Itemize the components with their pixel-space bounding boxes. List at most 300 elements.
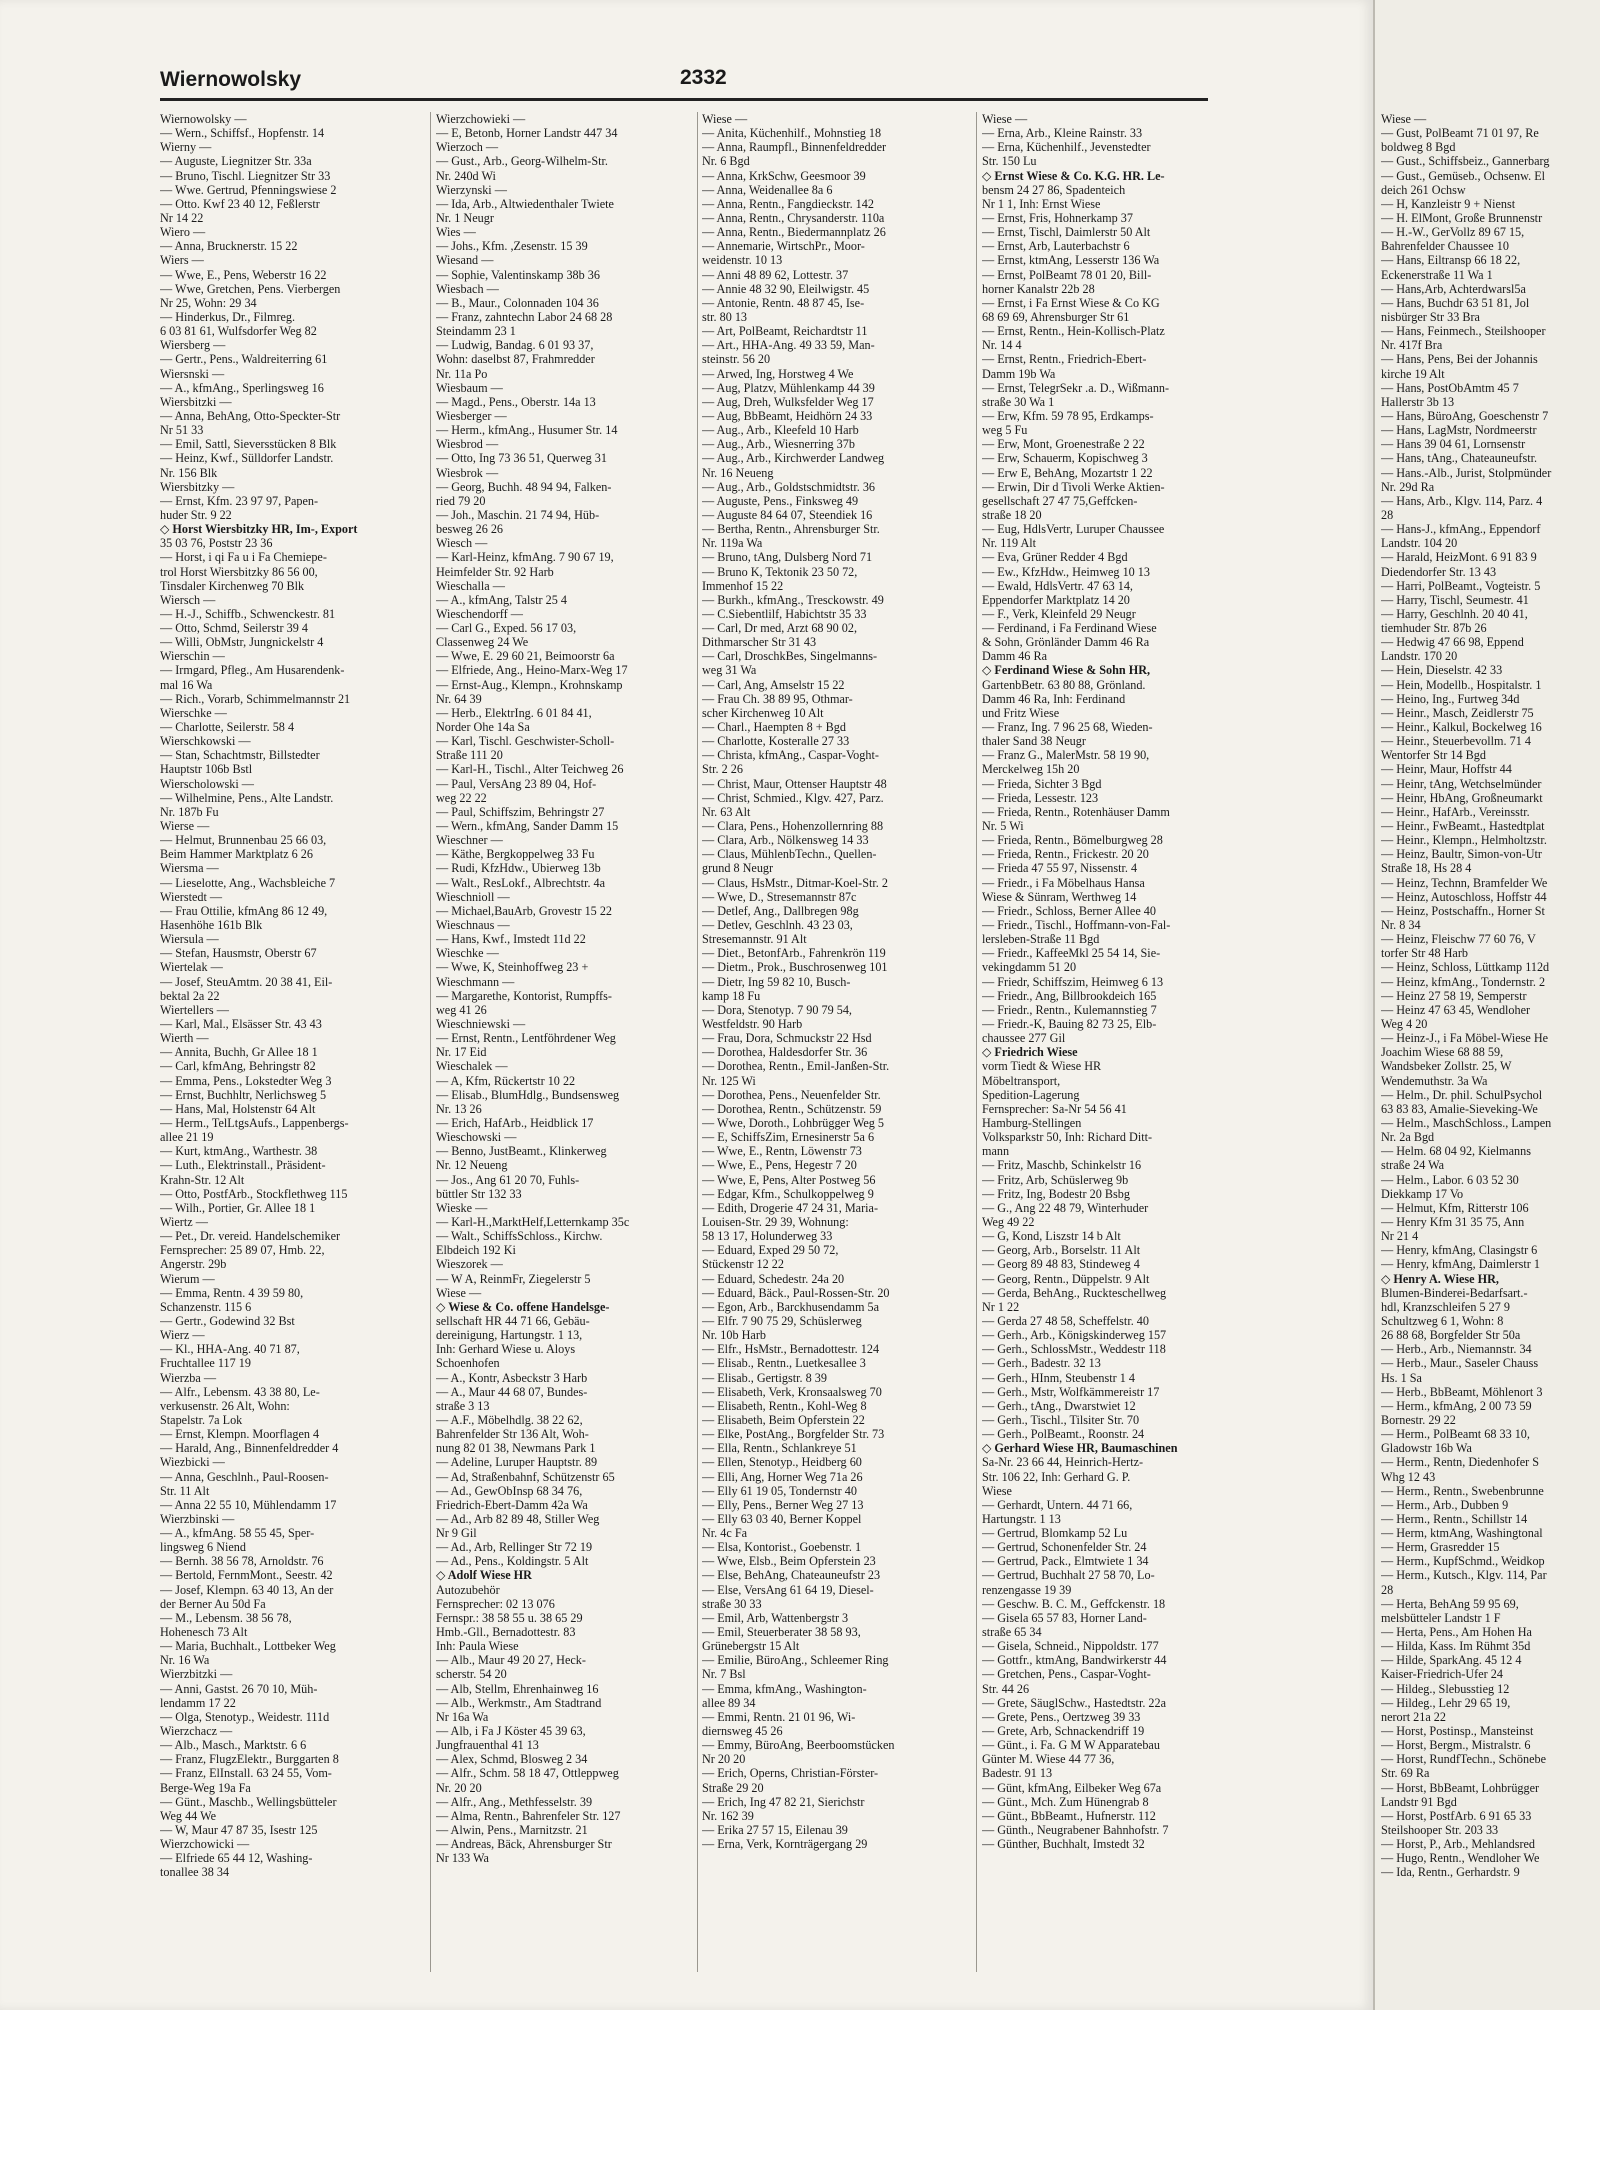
directory-entry-line: — Alwin, Pens., Marnitzstr. 21 [436,1823,588,1838]
directory-entry-line: Wieschendorff — [436,606,523,621]
directory-entry-line: — Heinz, kfmAng., Tondernstr. 2 [1381,974,1546,989]
directory-entry-line: — Willi, ObMstr, Jungnickelstr 4 [160,635,324,650]
directory-entry-line: — Aug, Dreh, Wulksfelder Weg 17 [702,394,874,409]
directory-entry-line: — Alb., Masch., Marktstr. 6 6 [160,1738,307,1753]
directory-entry-line: lendamm 17 22 [160,1695,236,1710]
directory-entry-line: Straße 111 20 [436,748,503,763]
directory-entry-line: — Helm. 68 04 92, Kielmanns [1381,1144,1531,1159]
directory-entry-line: scher Kirchenweg 10 Alt [702,705,824,720]
directory-entry-line: — Emma, kfmAng., Washington- [702,1681,867,1696]
directory-entry-line: — Alfr., Schm. 58 18 47, Ottleppweg [436,1766,619,1781]
directory-entry-line: — Horst, PostfArb. 6 91 65 33 [1381,1808,1532,1823]
directory-entry-line: — Gisela, Schneid., Nippoldstr. 177 [982,1639,1159,1654]
directory-entry-line: Nr 9 Gil [436,1526,477,1541]
directory-entry-line: — Otto, Ing 73 36 51, Querweg 31 [436,451,607,466]
directory-entry-line: — Hildeg., Slebusstieg 12 [1381,1681,1510,1696]
directory-entry-line: — Herm., Rentn., Swebenbrunne [1381,1483,1544,1498]
directory-entry-line: Wiertz — [160,1214,208,1229]
directory-entry-line: — Bruno, tAng, Dulsberg Nord 71 [702,550,873,565]
next-page-column [1381,112,1600,1972]
directory-entry-line: Stresemannstr. 91 Alt [702,932,807,947]
directory-entry-line: ◇ Ferdinand Wiese & Sohn HR, [982,663,1151,678]
directory-entry-line: — Kl., HHA-Ang. 40 71 87, [160,1342,300,1357]
directory-entry-line: Hauptstr 106b Bstl [160,762,253,777]
directory-entry-line: — Margarethe, Kontorist, Rumpffs- [436,988,612,1003]
directory-entry-line: — Elly 63 03 40, Berner Koppel [702,1511,862,1526]
directory-entry-line: — Herb., ElektrIng. 6 01 84 41, [436,705,592,720]
directory-entry-line: str. 80 13 [702,309,748,324]
directory-entry-line: ◇ Horst Wiersbitzky HR, Im-, Export [160,522,358,537]
directory-entry-line: — Heinz, Technn, Bramfelder We [1381,875,1548,890]
directory-entry-line: Dithmarscher Str 31 43 [702,635,817,650]
directory-entry-line: — Hans, Buchdr 63 51 81, Jol [1381,295,1530,310]
directory-entry-line: — Wwe, Elsb., Beim Opferstein 23 [702,1554,876,1569]
directory-entry-line: — Gertrud, Pack., Elmtwiete 1 34 [982,1554,1149,1569]
directory-entry-line: Wiertellers — [160,1002,229,1017]
directory-entry-line: tiemhuder Str. 87b 26 [1381,621,1487,636]
directory-entry-line: — Anna, Weidenallee 8a 6 [702,182,833,197]
directory-entry-line: ried 79 20 [436,493,486,508]
directory-entry-line: Wiese — [436,1285,482,1300]
directory-entry-line: Nr. 4c Fa [702,1526,748,1541]
directory-entry-line: — Erna, Küchenhilf., Jevenstedter [982,140,1151,155]
directory-entry-line: — Horst, P., Arb., Mehlandsred [1381,1837,1536,1852]
directory-entry-line: Hallerstr 3b 13 [1381,394,1455,409]
directory-entry-line: Wiersbitzky — [160,479,235,494]
directory-entry-line: — Aug, BbBeamt, Heidhörn 24 33 [702,408,873,423]
directory-entry-line: Nr 51 33 [160,423,204,438]
directory-entry-line: Wendemuthstr. 3a Wa [1381,1073,1488,1088]
directory-entry-line: — Wwe, E., Pens, Hegestr 7 20 [702,1158,857,1173]
directory-entry-line: — Eva, Grüner Redder 4 Bgd [982,550,1128,565]
directory-entry-line: — Hans, PostObAmtm 45 7 [1381,380,1519,395]
next-page-edge [1373,0,1600,2010]
directory-entry-line: — Ad, Straßenbahnf, Schützenstr 65 [436,1469,615,1484]
directory-entry-line: — Gertrud, Schonenfelder Str. 24 [982,1540,1147,1555]
directory-entry-line: kirche 19 Alt [1381,366,1445,381]
directory-entry-line: — Heinz 27 58 19, Semperstr [1381,988,1527,1003]
directory-entry-line: — Frieda, Rentn., Frickestr. 20 20 [982,847,1149,862]
directory-entry-line: — Elisab., Gertigstr. 8 39 [702,1370,827,1385]
directory-entry-line: — Annemarie, WirtschPr., Moor- [702,239,865,254]
directory-entry-line: — Aug, Platzv, Mühlenkamp 44 39 [702,380,875,395]
directory-entry-line: — Erw E, BehAng, Mozartstr 1 22 [982,465,1153,480]
directory-entry-line: Wiertelak — [160,960,223,975]
directory-entry-line: torfer Str 48 Harb [1381,946,1468,961]
directory-entry-line: Nr 21 4 [1381,1229,1419,1244]
directory-entry-line: Nr. 63 Alt [702,804,751,819]
directory-entry-line: ◇ Friedrich Wiese [982,1045,1078,1060]
directory-entry-line: — E, Betonb, Horner Landstr 447 34 [436,126,618,141]
directory-entry-line: weg 41 26 [436,1002,487,1017]
directory-entry-line: Nr. 417f Bra [1381,338,1443,353]
directory-entry-line: — Irmgard, Pfleg., Am Husarendenk- [160,663,345,678]
directory-entry-line: — Henry Kfm 31 35 75, Ann [1381,1214,1525,1229]
directory-entry-line: — Auguste, Pens., Finksweg 49 [702,493,859,508]
directory-entry-line: — Emmy, BüroAng, Beerboomstücken [702,1738,895,1753]
directory-entry-line: — Pet., Dr. vereid. Handelschemiker [160,1229,341,1244]
page-number: 2332 [680,66,727,89]
directory-entry-line: Nr. 8 34 [1381,918,1421,933]
directory-entry-line: — Herb., Arb., Niemannstr. 34 [1381,1342,1532,1357]
directory-entry-line: mal 16 Wa [160,677,213,692]
directory-entry-line: — Egon, Arb., Barckhusendamm 5a [702,1299,880,1314]
directory-entry-line: — Anna, Rentn., Fangdieckstr. 142 [702,196,874,211]
directory-entry-line: — Harald, HeizMont. 6 91 83 9 [1381,550,1537,565]
directory-entry-line: Wies — [436,225,476,240]
directory-entry-line: GartenbBetr. 63 80 88, Grönland. [982,677,1146,692]
directory-entry-line: Nr 20 20 [702,1752,746,1767]
directory-entry-line: — Anna, Rentn., Biedermannplatz 26 [702,225,886,240]
directory-entry-line: — Frau, Dora, Schmuckstr 22 Hsd [702,1031,872,1046]
directory-entry-line: — Johs., Kfm. ,Zesenstr. 15 39 [436,239,588,254]
directory-entry-line: Wiezbicki — [160,1455,225,1470]
directory-entry-line: Fernsprecher: 02 13 076 [436,1596,555,1611]
directory-entry-line: 26 88 68, Borgfelder Str 50a [1381,1328,1521,1343]
directory-entry-line: Günter M. Wiese 44 77 36, [982,1752,1115,1767]
directory-entry-line: — H, Kanzleistr 9 + Nienst [1381,196,1516,211]
directory-entry-line: — Horst, BbBeamt, Lohbrügger [1381,1780,1540,1795]
directory-entry-line: — Friedr., Rentn., Kulemannstieg 7 [982,1002,1157,1017]
directory-entry-line: Wiers — [160,253,204,268]
directory-entry-line: — Wilh., Portier, Gr. Allee 18 1 [160,1200,316,1215]
directory-entry-line: Nr. 119a Wa [702,536,763,551]
directory-entry-line: Wierzba — [160,1370,217,1385]
directory-entry-line: — Friedr., Ang, Billbrookdeich 165 [982,988,1157,1003]
directory-entry-line: Nr. 187b Fu [160,804,219,819]
directory-entry-line: Nr. 64 39 [436,691,482,706]
directory-entry-line: straße 30 33 [702,1596,762,1611]
directory-entry-line: — Gertr., Godewind 32 Bst [160,1313,295,1328]
directory-entry-line: — Karl-H., Tischl., Alter Teichweg 26 [436,762,624,777]
directory-entry-line: — Gertrud, Buchhalt 27 58 70, Lo- [982,1568,1155,1583]
directory-entry-line: Nr. 20 20 [436,1780,482,1795]
directory-entry-line: — Dorothea, Rentn., Schützenstr. 59 [702,1101,882,1116]
directory-entry-line: — Hans, BüroAng, Goeschenstr 7 [1381,408,1549,423]
directory-entry-line: steinstr. 56 20 [702,352,771,367]
directory-entry-line: ◇ Adolf Wiese HR [436,1568,532,1583]
directory-entry-line: — Helmut, Brunnenbau 25 66 03, [160,833,327,848]
directory-entry-line: — Diet., BetonfArb., Fahrenkrön 119 [702,946,886,961]
directory-entry-line: Str. 11 Alt [160,1483,210,1498]
directory-entry-line: — Wern., Schiffsf., Hopfenstr. 14 [160,126,325,141]
directory-entry-line: — Dorothea, Pens., Neuenfelder Str. [702,1087,881,1102]
directory-entry-line: — Antonie, Rentn. 48 87 45, Ise- [702,295,865,310]
directory-entry-line: Nr. 1 Neugr [436,210,494,225]
directory-entry-line: — Gust., Gemüseb., Ochsenw. El [1381,168,1546,183]
directory-entry-line: Möbeltransport, [982,1073,1061,1088]
directory-entry-line: Sa-Nr. 23 66 44, Heinrich-Hertz- [982,1455,1144,1470]
directory-entry-line: Kaiser-Friedrich-Ufer 24 [1381,1667,1503,1682]
directory-entry-line: Nr. 5 Wi [982,819,1024,834]
directory-entry-line: — Anna, Brucknerstr. 15 22 [160,239,298,254]
directory-entry-line: — Günther, Buchhalt, Imstedt 32 [982,1837,1145,1852]
directory-entry-line: — Carl, kfmAng, Behringstr 82 [160,1059,316,1074]
directory-entry-line: — Ludwig, Bandag. 6 01 93 37, [436,338,594,353]
directory-entry-line: — Emma, Rentn. 4 39 59 80, [160,1285,304,1300]
directory-entry-line: — Ad., Pens., Koldingstr. 5 Alt [436,1554,589,1569]
directory-entry-line: Inh: Paula Wiese [436,1639,519,1654]
directory-entry-line: — Detlef, Ang., Dallbregen 98g [702,903,859,918]
directory-entry-line: Wierzchowicki — [160,1837,250,1852]
directory-entry-line: — Ernst-Aug., Klempn., Krohnskamp [436,677,623,692]
directory-entry-line: — Ellen, Stenotyp., Heidberg 60 [702,1455,862,1470]
directory-entry-line: Hartungstr. 1 13 [982,1511,1061,1526]
directory-entry-line: 35 03 76, Poststr 23 36 [160,536,273,551]
directory-entry-line: allee 89 34 [702,1695,756,1710]
directory-entry-line: — Elisab., BlumHdlg., Bundsensweg [436,1087,620,1102]
directory-entry-line: diernsweg 45 26 [702,1724,783,1739]
directory-entry-line: — Aug., Arb., Goldstschmidtstr. 36 [702,479,876,494]
directory-entry-line: weidenstr. 10 13 [702,253,783,268]
directory-entry-line: — Hein, Dieselstr. 42 33 [1381,663,1503,678]
directory-entry-line: 6 03 81 61, Wulfsdorfer Weg 82 [160,324,317,339]
directory-entry-line: — Heinr, HbAng, Großneumarkt [1381,790,1543,805]
directory-entry-line: Wohn: daselbst 87, Frahmredder [436,352,595,367]
directory-entry-line: — Herm., kfmAng, 2 00 73 59 [1381,1398,1532,1413]
directory-entry-line: straße 24 Wa [1381,1158,1445,1173]
directory-entry-line: — Heinz, Schloss, Lüttkamp 112d [1381,960,1550,975]
column-1 [160,112,430,1972]
directory-entry-line: bektal 2a 22 [160,988,220,1003]
directory-entry-line: boldweg 8 Bgd [1381,140,1456,155]
directory-entry-line: — Otto, Schmd, Seilerstr 39 4 [160,621,308,636]
directory-entry-line: — Fritz, Maschb, Schinkelstr 16 [982,1158,1142,1173]
directory-entry-line: — Anna, Raumpfl., Binnenfeldredder [702,140,887,155]
directory-entry-line: — Bruno, Tischl. Liegnitzer Str 33 [160,168,331,183]
directory-entry-line: — Gerh., Arb., Königskinderweg 157 [982,1328,1167,1343]
directory-entry-line: — Emil, Arb, Wattenbergstr 3 [702,1610,849,1625]
directory-entry-line: Schoenhofen [436,1356,500,1371]
directory-entry-line: — Paul, Schiffszim, Behringstr 27 [436,804,605,819]
directory-entry-line: — Elli, Ang, Horner Weg 71a 26 [702,1469,863,1484]
directory-entry-line: — Alfr., Lebensm. 43 38 80, Le- [160,1384,320,1399]
column-3 [702,112,972,1972]
directory-entry-line: Wiese — [982,112,1028,126]
directory-entry-line: — Adeline, Luruper Hauptstr. 89 [436,1455,598,1470]
directory-entry-line: Str. 150 Lu [982,154,1037,169]
directory-entry-line: — Maria, Buchhalt., Lottbeker Weg [160,1639,336,1654]
directory-entry-line: sellschaft HR 44 71 66, Gebäu- [436,1313,590,1328]
directory-entry-line: Nr 133 Wa [436,1851,489,1866]
directory-entry-line: — Gust, PolBeamt 71 01 97, Re [1381,126,1539,141]
directory-entry-line: Wierny — [160,140,212,155]
directory-entry-line: — Gerh., Tischl., Tilsiter Str. 70 [982,1412,1140,1427]
directory-entry-line: Nr. 240d Wi [436,168,496,183]
directory-entry-line: — Alb., Maur 49 20 27, Heck- [436,1653,586,1668]
directory-entry-line: — Frieda, Lessestr. 123 [982,790,1099,805]
directory-entry-line: — Hein, Modellb., Hospitalstr. 1 [1381,677,1542,692]
directory-entry-line: — Ad., Arb 82 89 48, Stiller Weg [436,1511,600,1526]
directory-entry-line: — Aug., Arb., Kleefeld 10 Harb [702,423,859,438]
directory-entry-line: — Gerh., Mstr, Wolfkämmereistr 17 [982,1384,1160,1399]
directory-entry-line: — Annie 48 32 90, Eleilwigstr. 45 [702,281,870,296]
directory-entry-line: Wentorfer Str 14 Bgd [1381,748,1486,763]
directory-entry-line: scherstr. 54 20 [436,1667,507,1682]
directory-entry-line: — Wwe, Gretchen, Pens. Vierbergen [160,281,341,296]
directory-entry-line: — Heinr., Steuerbevollm. 71 4 [1381,734,1531,749]
directory-entry-line: Immenhof 15 22 [702,578,784,593]
directory-entry-line: Nr 1 22 [982,1299,1020,1314]
directory-entry-line: Hs. 1 Sa [1381,1370,1422,1385]
directory-entry-line: — Friedr., Schloss, Berner Allee 40 [982,903,1156,918]
directory-entry-line: — Ernst, i Fa Ernst Wiese & Co KG [982,295,1160,310]
directory-entry-line: — Gerh., tAng., Dwarstwiet 12 [982,1398,1136,1413]
directory-entry-line: — Herb., BbBeamt, Möhlenort 3 [1381,1384,1543,1399]
directory-entry-line: — Gertrud, Blomkamp 52 Lu [982,1526,1128,1541]
directory-entry-line: Louisen-Str. 29 39, Wohnung: [702,1214,849,1229]
directory-entry-line: nisbürger Str 33 Bra [1381,309,1480,324]
directory-entry-line: — Ernst, Arb, Lauterbachstr 6 [982,239,1130,254]
directory-entry-line: — B., Maur., Colonnaden 104 36 [436,295,599,310]
directory-entry-line: — Friedr., i Fa Möbelhaus Hansa [982,875,1145,890]
directory-entry-line: Wieske — [436,1200,488,1215]
directory-entry-line: 28 [1381,507,1394,522]
directory-entry-line: — Ida, Rentn., Gerhardstr. 9 [1381,1865,1520,1880]
directory-entry-line: ◇ Ernst Wiese & Co. K.G. HR. Le- [982,168,1165,183]
directory-entry-line: — Herm., kfmAng., Husumer Str. 14 [436,423,618,438]
column-divider [697,112,698,1972]
directory-entry-line: Wiersbitzki — [160,394,232,409]
directory-entry-line: — Ernst, Fris, Hohnerkamp 37 [982,210,1133,225]
directory-entry-line: Gladowstr 16b Wa [1381,1441,1472,1456]
directory-entry-line: — Anna, KrkSchw, Geesmoor 39 [702,168,866,183]
directory-entry-line: Krahn-Str. 12 Alt [160,1172,245,1187]
directory-entry-line: — Helm., MaschSchloss., Lampen [1381,1115,1552,1130]
directory-entry-line: — Ida, Arb., Altwiedenthaler Twiete [436,196,614,211]
directory-entry-line: — Charlotte, Kosteralle 27 33 [702,734,850,749]
directory-entry-line: Nr. 29d Ra [1381,479,1435,494]
directory-entry-line: Wiero — [160,225,206,240]
directory-entry-line: — A., Kontr, Asbeckstr 3 Harb [436,1370,588,1385]
directory-entry-line: Nr. 14 4 [982,338,1022,353]
directory-entry-line: — Friedr, Schiffszim, Heimweg 6 13 [982,974,1164,989]
directory-entry-line: — F., Verk, Kleinfeld 29 Neugr [982,606,1136,621]
directory-entry-line: Wieschniewski — [436,1017,526,1031]
directory-entry-line: Wierth — [160,1031,209,1046]
directory-entry-line: straße 65 34 [982,1625,1042,1640]
directory-entry-line: — Ewald, HdlsVertr. 47 63 14, [982,578,1133,593]
directory-entry-line: — Frieda, Rentn., Rotenhäuser Damm [982,804,1170,819]
directory-entry-line: — Emil, Steuerberater 38 58 93, [702,1625,861,1640]
directory-entry-line: Nr. 13 26 [436,1101,482,1116]
directory-entry-line: — Clara, Arb., Nölkensweg 14 33 [702,833,869,848]
directory-entry-line: allee 21 19 [160,1130,214,1145]
directory-entry-line: — Hilda, Kass. Im Rühmt 35d [1381,1639,1531,1654]
directory-entry-line: vekingdamm 51 20 [982,960,1077,975]
directory-entry-line: — Rich., Vorarb, Schimmelmannstr 21 [160,691,351,706]
directory-entry-line: — Hans, Arb., Klgv. 114, Parz. 4 [1381,493,1543,508]
directory-entry-line: — Elfr., HsMstr., Bernadottestr. 124 [702,1342,880,1357]
directory-entry-line: — Bernh. 38 56 78, Arnoldstr. 76 [160,1554,324,1569]
directory-entry-line: — Ernst, Rentn., Hein-Kollisch-Platz [982,324,1165,339]
directory-entry-line: — Anni, Gastst. 26 70 10, Müh- [160,1681,318,1696]
directory-entry-line: Fernsprecher: 25 89 07, Hmb. 22, [160,1243,325,1258]
directory-entry-line: — A.F., Möbelhdlg. 38 22 62, [436,1412,583,1427]
directory-entry-line: weg 31 Wa [702,663,757,678]
directory-entry-line: — Bruno K, Tektonik 23 50 72, [702,564,858,579]
directory-entry-line: Nr. 16 Wa [160,1653,210,1668]
directory-entry-line: — Hans.-Alb., Jurist, Stolpmünder [1381,465,1552,480]
directory-entry-line: — Alb., Werkmstr., Am Stadtrand [436,1695,602,1710]
directory-entry-line: — Karl-Heinz, kfmAng. 7 90 67 19, [436,550,614,565]
directory-entry-line: Wierzynski — [436,182,507,197]
directory-entry-line: — Franz, Ing. 7 96 25 68, Wieden- [982,720,1153,735]
directory-entry-line: ◇ Gerhard Wiese HR, Baumaschinen [982,1441,1178,1456]
directory-entry-line: — Heinr., Masch, Zeidlerstr 75 [1381,705,1534,720]
directory-entry-line: Grünebergstr 15 Alt [702,1639,800,1654]
directory-entry-line: Wiese & Sünram, Werthweg 14 [982,889,1137,904]
directory-entry-line: — Alb, i Fa J Köster 45 39 63, [436,1724,586,1739]
directory-entry-line: — Georg, Buchh. 48 94 94, Falken- [436,479,612,494]
directory-entry-line: — Gerh., PolBeamt., Roonstr. 24 [982,1427,1145,1442]
directory-entry-line: — Elke, PostAng., Borgfelder Str. 73 [702,1427,885,1442]
directory-entry-line: — Ernst, PolBeamt 78 01 20, Bill- [982,267,1152,282]
directory-entry-line: — Carl, Ang, Amselstr 15 22 [702,677,845,692]
directory-entry-line: — Carl, DroschkBes, Singelmanns- [702,649,878,664]
directory-entry-line: — Heinz, Kwf., Sülldorfer Landstr. [160,451,334,466]
directory-entry-line: — Dietr, Ing 59 82 10, Busch- [702,974,851,989]
directory-entry-line: — Sophie, Valentinskamp 38b 36 [436,267,600,282]
directory-entry-line: — Christa, kfmAng., Caspar-Voght- [702,748,879,763]
directory-entry-line: — Gust., Schiffsbeiz., Gannerbarg [1381,154,1550,169]
directory-entry-line: Bahrenfelder Str 136 Alt, Woh- [436,1427,589,1442]
directory-entry-line: Whg 12 43 [1381,1469,1436,1484]
directory-entry-line: weg 5 Fu [982,423,1028,438]
directory-entry-line: lingsweg 6 Niend [160,1540,246,1555]
directory-entry-line: — Charl., Haempten 8 + Bgd [702,720,846,735]
directory-entry-line: — Erw, Kfm. 59 78 95, Erdkamps- [982,408,1154,423]
directory-entry-line: — Herta, BehAng 59 95 69, [1381,1596,1519,1611]
directory-entry-line: — Käthe, Bergkoppelweg 33 Fu [436,847,595,862]
directory-entry-line: straße 3 13 [436,1398,490,1413]
directory-entry-line: — Dorothea, Haldesdorfer Str. 36 [702,1045,868,1060]
directory-entry-line: — Frieda, Sichter 3 Bgd [982,776,1102,791]
directory-entry-line: — Fritz, Arb, Schüslerweg 9b [982,1172,1129,1187]
directory-entry-line: — Auguste, Liegnitzer Str. 33a [160,154,312,169]
directory-entry-line: — Eug, HdlsVertr, Luruper Chaussee [982,522,1165,537]
directory-entry-line: Eppendorfer Marktplatz 14 20 [982,592,1130,607]
directory-entry-line: Wiesbrod — [436,437,499,452]
directory-entry-line: Weg 44 We [160,1808,217,1823]
directory-entry-line: Str. 69 Ra [1381,1766,1430,1781]
directory-entry-line: straße 18 20 [982,507,1042,522]
directory-entry-line: — Helm., Dr. phil. SchulPsychol [1381,1087,1543,1102]
directory-entry-line: — Herm., Rentn., Schillstr 14 [1381,1511,1528,1526]
directory-entry-line: Wiernowolsky — [160,112,247,126]
directory-entry-line: Nr 16a Wa [436,1709,489,1724]
directory-entry-line: — Bertold, FernmMont., Seestr. 42 [160,1568,333,1583]
directory-entry-line: Wiesbach — [436,281,499,296]
directory-entry-line: Elbdeich 192 Ki [436,1243,516,1258]
directory-entry-line: — Günt., Mch. Zum Hünengrab 8 [982,1794,1149,1809]
directory-entry-line: — Heinr., HafArb., Vereinsstr. [1381,804,1530,819]
directory-entry-line: — Hans, Pens, Bei der Johannis [1381,352,1538,367]
directory-entry-line: bensm 24 27 86, Spadenteich [982,182,1126,197]
directory-entry-line: grund 8 Neugr [702,861,774,876]
directory-entry-line: — Dora, Stenotyp. 7 90 79 54, [702,1002,852,1017]
directory-entry-line: Norder Ohe 14a Sa [436,720,530,735]
directory-entry-line: — Bertha, Rentn., Ahrensburger Str. [702,522,880,537]
directory-entry-line: — Hans, tAng., Chateauneufstr. [1381,451,1538,466]
directory-entry-line: Angerstr. 29b [160,1257,227,1272]
directory-entry-line: — Olga, Stenotyp., Weidestr. 111d [160,1709,330,1724]
directory-entry-line: — Georg 89 48 83, Stindeweg 4 [982,1257,1140,1272]
directory-entry-line: — Ernst, Rentn., Lentföhrdener Weg [436,1031,616,1046]
directory-entry-line: — Anna 22 55 10, Mühlendamm 17 [160,1497,337,1512]
directory-entry-line: — Geschw. B. C. M., Geffckenstr. 18 [982,1596,1166,1611]
directory-entry-line: Friedrich-Ebert-Damm 42a Wa [436,1497,588,1512]
